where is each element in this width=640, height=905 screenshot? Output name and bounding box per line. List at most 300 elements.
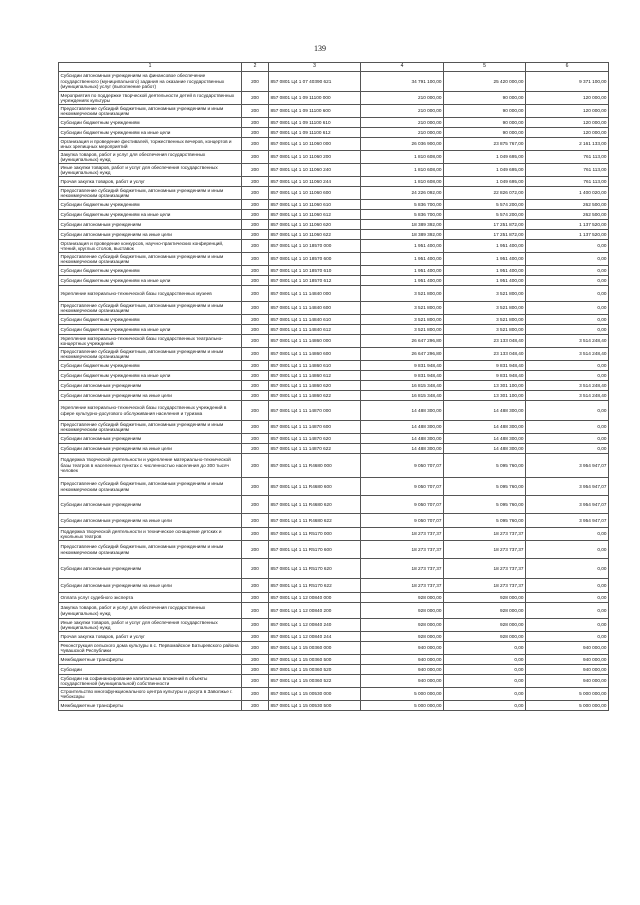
table-row bbox=[59, 642, 609, 655]
row-amount-3-cell: 761 113,00 bbox=[526, 177, 609, 187]
row-name-cell: Субсидии бюджетным учреждениям bbox=[59, 200, 242, 210]
row-amount-1-cell: 940 000,00 bbox=[361, 655, 444, 665]
row-kbk-cell: 857 0801 Ц4 1 09 11100 610 bbox=[269, 118, 361, 128]
row-amount-3-cell: 0,00 bbox=[526, 401, 609, 421]
row-name-cell: Оплата услуг судебного эксперта bbox=[59, 593, 242, 603]
row-amount-2-cell: 1 049 695,00 bbox=[444, 177, 526, 187]
row-kbk-cell: 857 0801 Ц4 1 10 11060 612 bbox=[269, 210, 361, 220]
row-name-cell: Субсидии bbox=[59, 665, 242, 675]
row-amount-1-cell: 1 951 400,00 bbox=[361, 240, 444, 253]
row-amount-3-cell: 1 137 520,00 bbox=[526, 230, 609, 240]
row-kbk-cell: 857 0801 Ц4 1 10 18570 600 bbox=[269, 253, 361, 266]
table-row bbox=[59, 315, 609, 325]
row-amount-2-cell: 23 875 767,00 bbox=[444, 138, 526, 151]
row-name-cell: Мероприятия по поддержке творческой деятельности детей в государственных учреждениях культуры bbox=[59, 92, 242, 105]
row-amount-3-cell: 0,00 bbox=[526, 603, 609, 619]
row-kbk-cell: 857 0801 Ц4 1 11 14870 000 bbox=[269, 401, 361, 421]
row-amount-1-cell: 928 000,00 bbox=[361, 619, 444, 632]
row-amount-2-cell: 18 273 737,37 bbox=[444, 528, 526, 541]
row-name-cell: Субсидии бюджетным учреждениям bbox=[59, 266, 242, 276]
row-amount-1-cell: 5 836 700,00 bbox=[361, 200, 444, 210]
row-amount-2-cell: 90 000,00 bbox=[444, 118, 526, 128]
row-amount-2-cell: 14 488 300,00 bbox=[444, 401, 526, 421]
row-amount-1-cell: 940 000,00 bbox=[361, 675, 444, 688]
row-amount-2-cell: 90 000,00 bbox=[444, 128, 526, 138]
row-amount-2-cell: 0,00 bbox=[444, 642, 526, 655]
table-row bbox=[59, 541, 609, 559]
row-amount-3-cell: 940 000,00 bbox=[526, 675, 609, 688]
row-amount-1-cell: 14 488 300,00 bbox=[361, 444, 444, 454]
row-amount-3-cell: 3 954 947,07 bbox=[526, 514, 609, 528]
row-kbk-cell: 857 0801 Ц4 1 11 14860 612 bbox=[269, 371, 361, 381]
row-amount-2-cell: 9 831 948,40 bbox=[444, 361, 526, 371]
table-row bbox=[59, 200, 609, 210]
row-name-cell: Субсидии автономным учреждениям bbox=[59, 220, 242, 230]
table-row bbox=[59, 302, 609, 315]
row-amount-1-cell: 34 791 100,00 bbox=[361, 72, 444, 92]
row-amount-1-cell: 18 273 737,37 bbox=[361, 528, 444, 541]
table-row bbox=[59, 655, 609, 665]
row-amount-1-cell: 1 810 608,00 bbox=[361, 151, 444, 164]
row-code-cell: 200 bbox=[242, 200, 269, 210]
table-row bbox=[59, 701, 609, 711]
row-amount-2-cell: 25 420 000,00 bbox=[444, 72, 526, 92]
row-kbk-cell: 857 0801 Ц4 1 10 11060 200 bbox=[269, 151, 361, 164]
row-code-cell: 200 bbox=[242, 701, 269, 711]
row-amount-3-cell: 3 954 947,07 bbox=[526, 496, 609, 514]
row-kbk-cell: 857 0801 Ц4 1 15 00530 000 bbox=[269, 688, 361, 701]
row-amount-1-cell: 9 050 707,07 bbox=[361, 496, 444, 514]
row-kbk-cell: 857 0801 Ц4 1 11 14860 000 bbox=[269, 335, 361, 348]
row-amount-2-cell: 22 826 072,00 bbox=[444, 187, 526, 200]
table-row bbox=[59, 559, 609, 579]
row-kbk-cell: 857 0801 Ц4 1 09 11100 600 bbox=[269, 105, 361, 118]
row-amount-2-cell: 5 095 760,00 bbox=[444, 514, 526, 528]
row-amount-1-cell: 1 810 608,00 bbox=[361, 177, 444, 187]
row-code-cell: 200 bbox=[242, 266, 269, 276]
header-col-4: 4 bbox=[361, 63, 444, 72]
table-row bbox=[59, 381, 609, 391]
row-code-cell: 200 bbox=[242, 164, 269, 177]
row-name-cell: Укрепление материально-технической базы государственных музеев bbox=[59, 286, 242, 302]
row-kbk-cell: 857 0801 Ц4 1 11 R5170 622 bbox=[269, 579, 361, 593]
row-amount-2-cell: 928 000,00 bbox=[444, 632, 526, 642]
row-amount-2-cell: 5 095 760,00 bbox=[444, 478, 526, 496]
row-name-cell: Субсидии бюджетным учреждениям на иные цели bbox=[59, 371, 242, 381]
row-name-cell: Поддержка творческой деятельности и укрепление материально-технической базы театров в населенных пунктах с численностью населения до 300 тысяч человек bbox=[59, 454, 242, 478]
row-name-cell: Поддержка творческой деятельности и техническое оснащение детских и кукольных театров bbox=[59, 528, 242, 541]
row-kbk-cell: 857 0801 Ц4 1 11 R4680 600 bbox=[269, 478, 361, 496]
header-col-5: 5 bbox=[444, 63, 526, 72]
table-row bbox=[59, 72, 609, 92]
row-amount-1-cell: 9 831 948,40 bbox=[361, 371, 444, 381]
row-amount-2-cell: 18 273 737,37 bbox=[444, 559, 526, 579]
row-amount-1-cell: 210 000,00 bbox=[361, 118, 444, 128]
row-kbk-cell: 857 0801 Ц4 1 11 14860 622 bbox=[269, 391, 361, 401]
table-row bbox=[59, 220, 609, 230]
row-amount-3-cell: 3 514 248,40 bbox=[526, 348, 609, 361]
row-amount-2-cell: 14 488 300,00 bbox=[444, 444, 526, 454]
row-name-cell: Субсидии автономным учреждениям на иные цели bbox=[59, 579, 242, 593]
row-amount-3-cell: 0,00 bbox=[526, 266, 609, 276]
row-amount-3-cell: 761 113,00 bbox=[526, 151, 609, 164]
row-amount-1-cell: 16 815 348,40 bbox=[361, 381, 444, 391]
row-amount-2-cell: 1 951 400,00 bbox=[444, 240, 526, 253]
row-amount-2-cell: 13 301 100,00 bbox=[444, 381, 526, 391]
row-amount-3-cell: 0,00 bbox=[526, 361, 609, 371]
row-amount-2-cell: 5 574 200,00 bbox=[444, 210, 526, 220]
row-kbk-cell: 857 0801 Ц4 1 11 14860 620 bbox=[269, 381, 361, 391]
row-amount-2-cell: 3 521 800,00 bbox=[444, 325, 526, 335]
row-amount-1-cell: 26 647 296,80 bbox=[361, 335, 444, 348]
row-kbk-cell: 857 0801 Ц4 1 10 18570 000 bbox=[269, 240, 361, 253]
row-code-cell: 200 bbox=[242, 361, 269, 371]
row-amount-2-cell: 928 000,00 bbox=[444, 619, 526, 632]
row-kbk-cell: 857 0801 Ц4 1 11 R5170 600 bbox=[269, 541, 361, 559]
row-code-cell: 200 bbox=[242, 220, 269, 230]
row-amount-2-cell: 3 521 800,00 bbox=[444, 286, 526, 302]
row-code-cell: 200 bbox=[242, 528, 269, 541]
row-name-cell: Предоставление субсидий бюджетным, автономным учреждениям и иным некоммерческим организациям bbox=[59, 348, 242, 361]
row-code-cell: 200 bbox=[242, 496, 269, 514]
row-amount-1-cell: 940 000,00 bbox=[361, 665, 444, 675]
table-row bbox=[59, 286, 609, 302]
row-amount-2-cell: 90 000,00 bbox=[444, 105, 526, 118]
row-kbk-cell: 857 0801 Ц4 1 12 00840 244 bbox=[269, 632, 361, 642]
row-amount-3-cell: 0,00 bbox=[526, 593, 609, 603]
row-amount-3-cell: 5 000 000,00 bbox=[526, 701, 609, 711]
table-row bbox=[59, 619, 609, 632]
row-amount-3-cell: 0,00 bbox=[526, 371, 609, 381]
row-amount-3-cell: 2 161 133,00 bbox=[526, 138, 609, 151]
table-row bbox=[59, 266, 609, 276]
row-name-cell: Субсидии бюджетным учреждениям на иные цели bbox=[59, 210, 242, 220]
row-amount-1-cell: 210 000,00 bbox=[361, 105, 444, 118]
row-kbk-cell: 857 0801 Ц4 1 11 14870 620 bbox=[269, 434, 361, 444]
row-code-cell: 200 bbox=[242, 514, 269, 528]
row-code-cell: 200 bbox=[242, 632, 269, 642]
row-amount-2-cell: 0,00 bbox=[444, 688, 526, 701]
row-code-cell: 200 bbox=[242, 444, 269, 454]
row-name-cell: Прочая закупка товаров, работ и услуг bbox=[59, 632, 242, 642]
row-amount-1-cell: 26 647 296,80 bbox=[361, 348, 444, 361]
row-name-cell: Субсидии бюджетным учреждениям bbox=[59, 361, 242, 371]
row-amount-2-cell: 18 273 737,37 bbox=[444, 579, 526, 593]
row-amount-2-cell: 17 251 872,00 bbox=[444, 230, 526, 240]
row-name-cell: Предоставление субсидий бюджетным, автономным учреждениям и иным некоммерческим организациям bbox=[59, 478, 242, 496]
row-code-cell: 200 bbox=[242, 240, 269, 253]
row-amount-1-cell: 1 951 400,00 bbox=[361, 276, 444, 286]
row-kbk-cell: 857 0801 Ц4 1 11 R5170 000 bbox=[269, 528, 361, 541]
row-code-cell: 200 bbox=[242, 401, 269, 421]
row-kbk-cell: 857 0801 Ц4 1 15 00360 522 bbox=[269, 675, 361, 688]
row-name-cell: Субсидии бюджетным учреждениям bbox=[59, 315, 242, 325]
table-row bbox=[59, 138, 609, 151]
table-header-row bbox=[59, 63, 609, 72]
row-amount-3-cell: 120 000,00 bbox=[526, 118, 609, 128]
row-name-cell: Предоставление субсидий бюджетным, автономным учреждениям и иным некоммерческим организациям bbox=[59, 302, 242, 315]
row-name-cell: Межбюджетные трансферты bbox=[59, 701, 242, 711]
row-code-cell: 200 bbox=[242, 230, 269, 240]
row-amount-2-cell: 3 521 800,00 bbox=[444, 302, 526, 315]
row-amount-2-cell: 1 049 695,00 bbox=[444, 164, 526, 177]
table-row bbox=[59, 230, 609, 240]
row-amount-3-cell: 0,00 bbox=[526, 619, 609, 632]
row-name-cell: Субсидии автономным учреждениям bbox=[59, 559, 242, 579]
row-kbk-cell: 857 0801 Ц4 1 15 00530 500 bbox=[269, 701, 361, 711]
row-kbk-cell: 857 0801 Ц4 1 12 00840 200 bbox=[269, 603, 361, 619]
row-amount-3-cell: 0,00 bbox=[526, 434, 609, 444]
row-code-cell: 200 bbox=[242, 210, 269, 220]
table-row bbox=[59, 187, 609, 200]
row-amount-3-cell: 1 137 520,00 bbox=[526, 220, 609, 230]
row-code-cell: 200 bbox=[242, 177, 269, 187]
header-col-1: 1 bbox=[59, 63, 242, 72]
row-code-cell: 200 bbox=[242, 92, 269, 105]
table-row bbox=[59, 454, 609, 478]
row-amount-3-cell: 0,00 bbox=[526, 240, 609, 253]
row-code-cell: 200 bbox=[242, 541, 269, 559]
row-amount-2-cell: 5 574 200,00 bbox=[444, 200, 526, 210]
row-name-cell: Иные закупки товаров, работ и услуг для обеспечения государственных (муниципальных) нужд bbox=[59, 619, 242, 632]
table-row bbox=[59, 593, 609, 603]
row-amount-2-cell: 13 301 100,00 bbox=[444, 391, 526, 401]
table-row bbox=[59, 478, 609, 496]
row-amount-1-cell: 1 810 608,00 bbox=[361, 164, 444, 177]
row-amount-2-cell: 0,00 bbox=[444, 665, 526, 675]
row-kbk-cell: 857 0801 Ц4 1 09 11100 612 bbox=[269, 128, 361, 138]
budget-table bbox=[58, 62, 609, 711]
row-amount-3-cell: 3 514 248,40 bbox=[526, 391, 609, 401]
row-name-cell: Субсидии автономным учреждениям bbox=[59, 381, 242, 391]
row-amount-2-cell: 1 049 695,00 bbox=[444, 151, 526, 164]
row-amount-2-cell: 90 000,00 bbox=[444, 92, 526, 105]
row-amount-1-cell: 210 000,00 bbox=[361, 128, 444, 138]
row-amount-3-cell: 0,00 bbox=[526, 253, 609, 266]
table-row bbox=[59, 401, 609, 421]
row-amount-1-cell: 1 951 400,00 bbox=[361, 253, 444, 266]
row-kbk-cell: 857 0801 Ц4 1 15 00360 500 bbox=[269, 655, 361, 665]
table-row bbox=[59, 276, 609, 286]
row-amount-2-cell: 0,00 bbox=[444, 655, 526, 665]
row-kbk-cell: 857 0801 Ц4 1 11 R4680 622 bbox=[269, 514, 361, 528]
row-code-cell: 200 bbox=[242, 478, 269, 496]
row-amount-2-cell: 5 095 760,00 bbox=[444, 454, 526, 478]
row-code-cell: 200 bbox=[242, 454, 269, 478]
row-amount-2-cell: 23 133 048,40 bbox=[444, 335, 526, 348]
row-amount-3-cell: 120 000,00 bbox=[526, 92, 609, 105]
row-code-cell: 200 bbox=[242, 315, 269, 325]
row-kbk-cell: 857 0801 Ц4 1 11 14840 612 bbox=[269, 325, 361, 335]
table-row bbox=[59, 128, 609, 138]
row-code-cell: 200 bbox=[242, 603, 269, 619]
row-amount-2-cell: 0,00 bbox=[444, 701, 526, 711]
row-kbk-cell: 857 0801 Ц4 1 11 R4680 000 bbox=[269, 454, 361, 478]
table-row bbox=[59, 118, 609, 128]
row-amount-2-cell: 9 831 948,40 bbox=[444, 371, 526, 381]
row-kbk-cell: 857 0801 Ц4 1 11 14860 610 bbox=[269, 361, 361, 371]
row-amount-2-cell: 18 273 737,37 bbox=[444, 541, 526, 559]
row-kbk-cell: 857 0801 Ц4 1 11 14840 610 bbox=[269, 315, 361, 325]
header-col-2: 2 bbox=[242, 63, 269, 72]
row-name-cell: Субсидии автономным учреждениям на иные цели bbox=[59, 514, 242, 528]
row-code-cell: 200 bbox=[242, 619, 269, 632]
row-amount-3-cell: 940 000,00 bbox=[526, 642, 609, 655]
table-row bbox=[59, 632, 609, 642]
row-kbk-cell: 857 0801 Ц4 1 15 00360 000 bbox=[269, 642, 361, 655]
row-kbk-cell: 857 0801 Ц4 1 10 11060 600 bbox=[269, 187, 361, 200]
row-code-cell: 200 bbox=[242, 371, 269, 381]
row-amount-2-cell: 14 488 300,00 bbox=[444, 421, 526, 434]
row-code-cell: 200 bbox=[242, 335, 269, 348]
row-name-cell: Субсидии бюджетным учреждениям на иные цели bbox=[59, 128, 242, 138]
row-name-cell: Организация и проведение фестивалей, торжественных вечеров, концертов и иных зрелищных мероприятий bbox=[59, 138, 242, 151]
row-amount-2-cell: 1 951 400,00 bbox=[444, 276, 526, 286]
row-amount-3-cell: 0,00 bbox=[526, 444, 609, 454]
row-code-cell: 200 bbox=[242, 253, 269, 266]
row-code-cell: 200 bbox=[242, 665, 269, 675]
row-amount-3-cell: 3 514 248,40 bbox=[526, 381, 609, 391]
row-name-cell: Строительство многофункционального центра культуры и досуга в Заволжье г. Чебоксары bbox=[59, 688, 242, 701]
row-code-cell: 200 bbox=[242, 381, 269, 391]
page-number: 139 bbox=[314, 44, 326, 53]
table-row bbox=[59, 665, 609, 675]
table-row bbox=[59, 335, 609, 348]
row-amount-3-cell: 940 000,00 bbox=[526, 665, 609, 675]
row-kbk-cell: 857 0801 Ц4 1 11 R4680 620 bbox=[269, 496, 361, 514]
row-code-cell: 200 bbox=[242, 655, 269, 665]
row-amount-3-cell: 3 514 248,40 bbox=[526, 335, 609, 348]
row-amount-2-cell: 0,00 bbox=[444, 675, 526, 688]
table-row bbox=[59, 210, 609, 220]
row-kbk-cell: 857 0801 Ц4 1 10 18570 612 bbox=[269, 276, 361, 286]
row-kbk-cell: 857 0801 Ц4 1 11 14870 600 bbox=[269, 421, 361, 434]
row-amount-1-cell: 14 488 300,00 bbox=[361, 401, 444, 421]
table-row bbox=[59, 92, 609, 105]
row-amount-1-cell: 3 521 800,00 bbox=[361, 302, 444, 315]
row-amount-1-cell: 18 389 392,00 bbox=[361, 220, 444, 230]
table-row bbox=[59, 361, 609, 371]
row-amount-1-cell: 14 488 300,00 bbox=[361, 421, 444, 434]
row-kbk-cell: 857 0801 Ц4 1 10 11060 240 bbox=[269, 164, 361, 177]
row-amount-1-cell: 3 521 800,00 bbox=[361, 325, 444, 335]
row-amount-1-cell: 928 000,00 bbox=[361, 632, 444, 642]
row-kbk-cell: 857 0801 Ц4 1 11 14860 600 bbox=[269, 348, 361, 361]
row-kbk-cell: 857 0801 Ц4 1 10 11060 620 bbox=[269, 220, 361, 230]
row-name-cell: Субсидии автономным учреждениям на иные цели bbox=[59, 230, 242, 240]
row-amount-3-cell: 9 371 100,00 bbox=[526, 72, 609, 92]
row-name-cell: Субсидии автономным учреждениям bbox=[59, 496, 242, 514]
table-row bbox=[59, 348, 609, 361]
row-code-cell: 200 bbox=[242, 138, 269, 151]
row-kbk-cell: 857 0801 Ц4 1 12 00840 000 bbox=[269, 593, 361, 603]
row-name-cell: Закупка товаров, работ и услуг для обеспечения государственных (муниципальных) нужд bbox=[59, 151, 242, 164]
row-amount-1-cell: 18 389 392,00 bbox=[361, 230, 444, 240]
row-name-cell: Организация и проведение конкурсов, научно-практических конференций, чтений, круглых столов, выставок bbox=[59, 240, 242, 253]
row-amount-3-cell: 0,00 bbox=[526, 276, 609, 286]
row-kbk-cell: 857 0801 Ц4 1 11 R5170 620 bbox=[269, 559, 361, 579]
row-kbk-cell: 857 0801 Ц4 1 11 14840 600 bbox=[269, 302, 361, 315]
row-amount-3-cell: 120 000,00 bbox=[526, 105, 609, 118]
row-name-cell: Реконструкция сельского дома культуры в с. Первомайское Батыревского района Чувашской Республики bbox=[59, 642, 242, 655]
table-row bbox=[59, 325, 609, 335]
row-amount-3-cell: 0,00 bbox=[526, 302, 609, 315]
row-amount-1-cell: 5 836 700,00 bbox=[361, 210, 444, 220]
row-amount-3-cell: 0,00 bbox=[526, 315, 609, 325]
row-amount-3-cell: 0,00 bbox=[526, 632, 609, 642]
row-kbk-cell: 857 0801 Ц4 1 10 11060 610 bbox=[269, 200, 361, 210]
row-amount-3-cell: 262 500,00 bbox=[526, 210, 609, 220]
row-name-cell: Субсидии автономным учреждениям на иные цели bbox=[59, 444, 242, 454]
row-amount-1-cell: 18 273 737,37 bbox=[361, 579, 444, 593]
row-code-cell: 200 bbox=[242, 187, 269, 200]
row-code-cell: 200 bbox=[242, 151, 269, 164]
row-amount-1-cell: 26 036 900,00 bbox=[361, 138, 444, 151]
row-amount-3-cell: 0,00 bbox=[526, 421, 609, 434]
row-amount-1-cell: 18 273 737,37 bbox=[361, 559, 444, 579]
row-amount-1-cell: 3 521 800,00 bbox=[361, 286, 444, 302]
row-kbk-cell: 857 0801 Ц4 1 10 11060 622 bbox=[269, 230, 361, 240]
row-amount-3-cell: 120 000,00 bbox=[526, 128, 609, 138]
row-code-cell: 200 bbox=[242, 559, 269, 579]
row-code-cell: 200 bbox=[242, 105, 269, 118]
table-row bbox=[59, 253, 609, 266]
row-amount-3-cell: 1 400 020,00 bbox=[526, 187, 609, 200]
row-kbk-cell: 857 0801 Ц4 1 10 18570 610 bbox=[269, 266, 361, 276]
row-kbk-cell: 857 0801 Ц4 1 11 14870 622 bbox=[269, 444, 361, 454]
table-row bbox=[59, 603, 609, 619]
row-amount-3-cell: 262 500,00 bbox=[526, 200, 609, 210]
row-kbk-cell: 857 0801 Ц4 1 10 11060 000 bbox=[269, 138, 361, 151]
row-amount-3-cell: 0,00 bbox=[526, 579, 609, 593]
row-amount-1-cell: 3 521 800,00 bbox=[361, 315, 444, 325]
table-row bbox=[59, 391, 609, 401]
row-amount-1-cell: 9 050 707,07 bbox=[361, 478, 444, 496]
table-row bbox=[59, 675, 609, 688]
table-row bbox=[59, 579, 609, 593]
row-amount-1-cell: 9 050 707,07 bbox=[361, 514, 444, 528]
table-row bbox=[59, 688, 609, 701]
row-kbk-cell: 857 0801 Ц4 1 15 00360 520 bbox=[269, 665, 361, 675]
row-amount-2-cell: 17 251 872,00 bbox=[444, 220, 526, 230]
row-amount-3-cell: 0,00 bbox=[526, 559, 609, 579]
row-code-cell: 200 bbox=[242, 391, 269, 401]
row-code-cell: 200 bbox=[242, 642, 269, 655]
row-name-cell: Укрепление материально-технической базы государственных учреждений в сфере культурно-досугового обслуживания населения и туризма bbox=[59, 401, 242, 421]
row-name-cell: Предоставление субсидий бюджетным, автономным учреждениям и иным некоммерческим организациям bbox=[59, 541, 242, 559]
row-amount-1-cell: 9 050 707,07 bbox=[361, 454, 444, 478]
table-body bbox=[59, 72, 609, 711]
table-row bbox=[59, 371, 609, 381]
row-code-cell: 200 bbox=[242, 348, 269, 361]
row-name-cell: Прочая закупка товаров, работ и услуг bbox=[59, 177, 242, 187]
row-code-cell: 200 bbox=[242, 688, 269, 701]
row-name-cell: Закупка товаров, работ и услуг для обеспечения государственных (муниципальных) нужд bbox=[59, 603, 242, 619]
row-name-cell: Предоставление субсидий бюджетным, автономным учреждениям и иным некоммерческим организациям bbox=[59, 253, 242, 266]
row-amount-1-cell: 928 000,00 bbox=[361, 603, 444, 619]
row-amount-1-cell: 1 951 400,00 bbox=[361, 266, 444, 276]
row-amount-3-cell: 5 000 000,00 bbox=[526, 688, 609, 701]
row-kbk-cell: 857 0801 Ц4 1 12 00840 240 bbox=[269, 619, 361, 632]
row-name-cell: Субсидии бюджетным учреждениям на иные цели bbox=[59, 325, 242, 335]
table-row bbox=[59, 514, 609, 528]
row-amount-2-cell: 14 488 300,00 bbox=[444, 434, 526, 444]
table-row bbox=[59, 240, 609, 253]
row-amount-1-cell: 16 815 348,40 bbox=[361, 391, 444, 401]
row-amount-3-cell: 3 954 947,07 bbox=[526, 478, 609, 496]
row-code-cell: 200 bbox=[242, 276, 269, 286]
row-amount-3-cell: 0,00 bbox=[526, 325, 609, 335]
